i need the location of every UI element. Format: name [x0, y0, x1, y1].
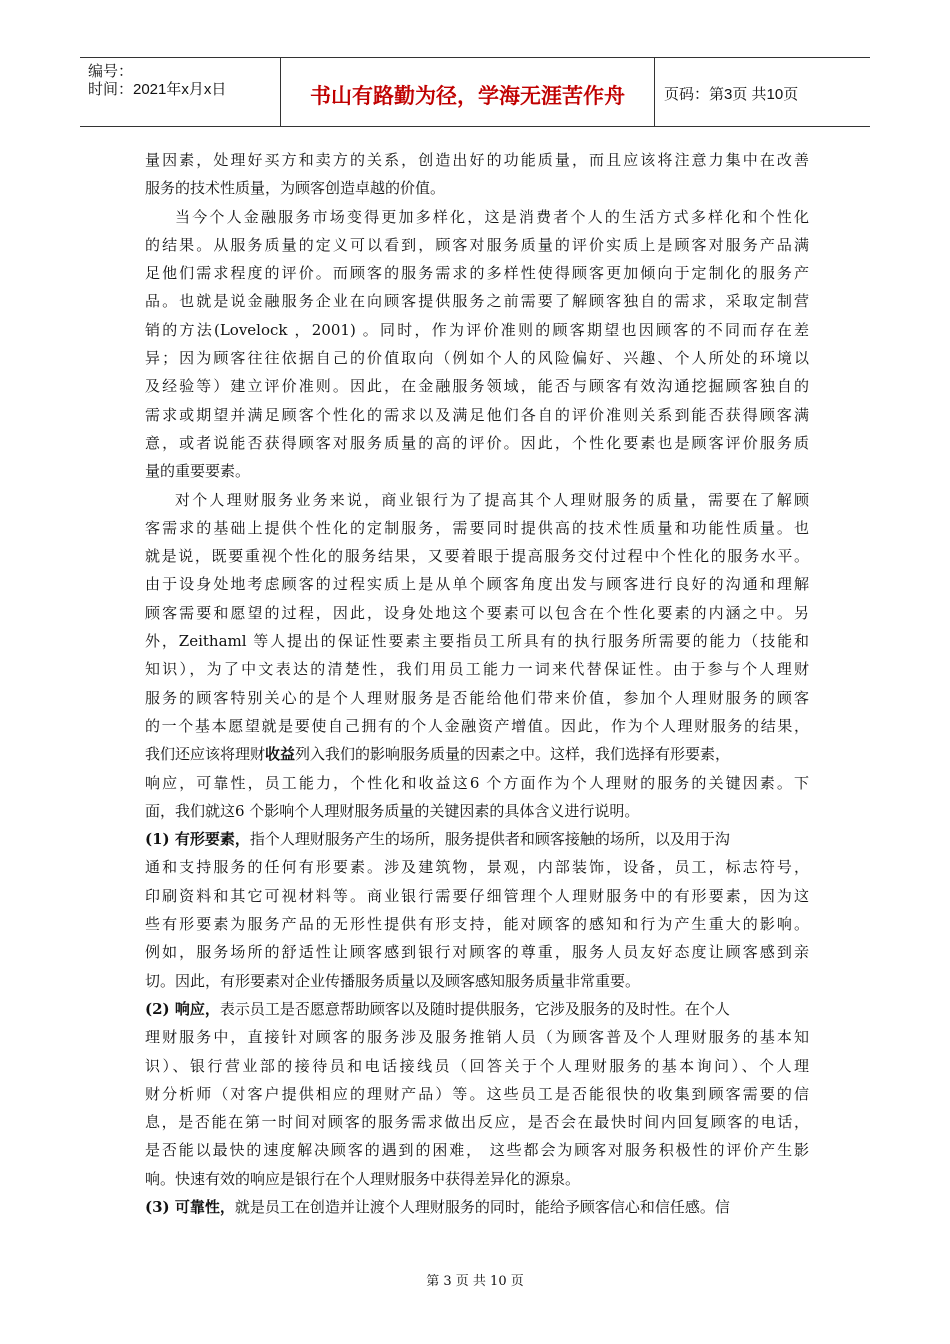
- item-keyword: 响应，: [174, 999, 220, 1018]
- header-page-cell: [655, 58, 870, 126]
- paragraph-first-line: 当今个人金融服务市场变得更加多样化，这是消费者个人的生活方式多样化和个性化: [175, 207, 809, 226]
- text-line: 响。快速有效的响应是银行在个人理财服务中获得差异化的源泉。: [145, 1169, 581, 1188]
- text-line: 由于设身处地考虑顾客的过程实质上是从单个顾客角度出发与顾客进行良好的沟通和理解: [145, 575, 809, 594]
- text-line: 及经验等）建立评价准则。因此，在金融服务领域，能否与顾客有效沟通挖掘顾客独自的: [145, 377, 809, 396]
- page-footer: 第 3 页 共 10 页: [426, 1274, 524, 1289]
- document-date-label: 时间：2021年x月x日: [88, 81, 227, 98]
- text-span: 列入我们的影响服务质量的因素之中。这样，我们选择有形要素，: [295, 745, 731, 764]
- text-line: 知识），为了中文表达的清楚性，我们用员工能力一词来代替保证性。由于参与个人理财: [145, 660, 809, 679]
- text-line: 的一个基本愿望就是要使自己拥有的个人金融资产增值。因此，作为个人理财服务的结果，: [145, 716, 809, 735]
- text-line: 服务的技术性质量，为顾客创造卓越的价值。: [145, 179, 446, 198]
- text-line: 息，是否能在第一时间对顾客的服务需求做出反应，是否会在最快时间内回复顾客的电话，: [145, 1113, 809, 1132]
- item-keyword: 有形要素，: [174, 830, 250, 849]
- text-line: [145, 740, 809, 768]
- document-body: [145, 146, 809, 1221]
- text-line: 面，我们就这6 个影响个人理财服务质量的关键因素的具体含义进行说明。: [145, 801, 640, 820]
- text-line: 就是说，既要重视个性化的服务结果，又要着眼于提高服务交付过程中个性化的服务水平。: [145, 547, 809, 566]
- text-span: 我们还应该将理财: [145, 745, 266, 764]
- item-number: (1): [145, 830, 175, 849]
- text-line: 财分析师（对客户提供相应的理财产品）等。这些员工是否能很快的收集到顾客需要的信: [145, 1084, 809, 1103]
- text-line: 品。也就是说金融服务企业在向顾客提供服务之前需要了解顾客独自的需求，采取定制营: [145, 292, 809, 311]
- header-page-label: 页码：第3页 共10页: [664, 86, 799, 103]
- text-line: 是否能以最快的速度解决顾客的遇到的困难， 这些都会为顾客对服务积极性的评价产生影: [145, 1141, 809, 1160]
- text-line: 印刷资料和其它可视材料等。商业银行需要仔细管理个人理财服务中的有形要素，因为这: [145, 886, 809, 905]
- item-text: 表示员工是否愿意帮助顾客以及随时提供服务，它涉及服务的及时性。在个人: [219, 999, 730, 1018]
- text-line: 的结果。从服务质量的定义可以看到，顾客对服务质量的评价实质上是顾客对服务产品满: [145, 235, 809, 254]
- text-line: 需求或期望并满足顾客个性化的需求以及满足他们各自的评价准则关系到能否获得顾客满: [145, 405, 809, 424]
- text-line: 识）、银行营业部的接待员和电话接线员（回答关于个人理财服务的基本询问）、个人理: [145, 1056, 809, 1075]
- item-text: 指个人理财服务产生的场所，服务提供者和顾客接触的场所，以及用于沟: [249, 830, 730, 849]
- item-keyword: 可靠性，: [174, 1197, 235, 1216]
- keyword-income: 收益: [265, 745, 296, 764]
- list-item-tangibles: [145, 825, 809, 853]
- text-line: 切。因此，有形要素对企业传播服务质量以及顾客感知服务质量非常重要。: [145, 971, 641, 990]
- list-item-reliability: [145, 1193, 809, 1221]
- text-line: 量因素，处理好买方和卖方的关系，创造出好的功能质量，而且应该将注意力集中在改善: [145, 151, 809, 169]
- header-motto-cell: [281, 58, 655, 126]
- text-line: 异；因为顾客往往依据自己的价值取向（例如个人的风险偏好、兴趣、个人所处的环境以: [145, 349, 809, 368]
- text-line: 服务的顾客特别关心的是个人理财服务是否能给他们带来价值，参加个人理财服务的顾客: [145, 688, 809, 707]
- text-line: 例如，服务场所的舒适性让顾客感到银行对顾客的尊重，服务人员友好态度让顾客感到亲: [145, 943, 809, 962]
- document-number-label: 编号：: [88, 63, 134, 80]
- text-line: 意，或者说能否获得顾客对服务质量的高的评价。因此，个性化要素也是顾客评价服务质: [145, 433, 809, 452]
- page-header: [80, 57, 870, 127]
- text-line: 响应，可靠性，员工能力，个性化和收益这6 个方面作为个人理财的服务的关键因素。下: [145, 773, 809, 792]
- text-line: 足他们需求程度的评价。而顾客的服务需求的多样性使得顾客更加倾向于定制化的服务产: [145, 264, 809, 283]
- text-line: 理财服务中，直接针对顾客的服务涉及服务推销人员（为顾客普及个人理财服务的基本知: [145, 1028, 809, 1047]
- item-number: (3): [145, 1197, 175, 1216]
- header-meta-cell: [80, 58, 281, 126]
- item-text: 就是员工在创造并让渡个人理财服务的同时，能给予顾客信心和信任感。信: [234, 1197, 730, 1216]
- list-item-responsiveness: [145, 995, 809, 1023]
- header-motto: 书山有路勤为径，学海无涯苦作舟: [310, 84, 625, 108]
- text-line: 些有形要素为服务产品的无形性提供有形支持，能对顾客的感知和行为产生重大的影响。: [145, 915, 809, 934]
- paragraph-first-line: 对个人理财服务业务来说，商业银行为了提高其个人理财服务的质量，需要在了解顾: [175, 490, 809, 509]
- item-number: (2): [145, 999, 175, 1018]
- text-line: 量的重要要素。: [145, 462, 251, 481]
- text-line: 顾客需要和愿望的过程，因此，设身处地这个要素可以包含在个性化要素的内涵之中。另: [145, 603, 809, 622]
- text-line: 销的方法(Lovelock ，2001) 。同时，作为评价准则的顾客期望也因顾客的不同而存在差: [145, 320, 809, 339]
- text-line: 客需求的基础上提供个性化的定制服务，需要同时提供高的技术性质量和功能性质量。也: [145, 518, 809, 537]
- text-line: 通和支持服务的任何有形要素。涉及建筑物，景观，内部装饰，设备，员工，标志符号，: [145, 858, 809, 877]
- text-line: 外，Zeithaml 等人提出的保证性要素主要指员工所具有的执行服务所需要的能力（技能和: [145, 632, 809, 651]
